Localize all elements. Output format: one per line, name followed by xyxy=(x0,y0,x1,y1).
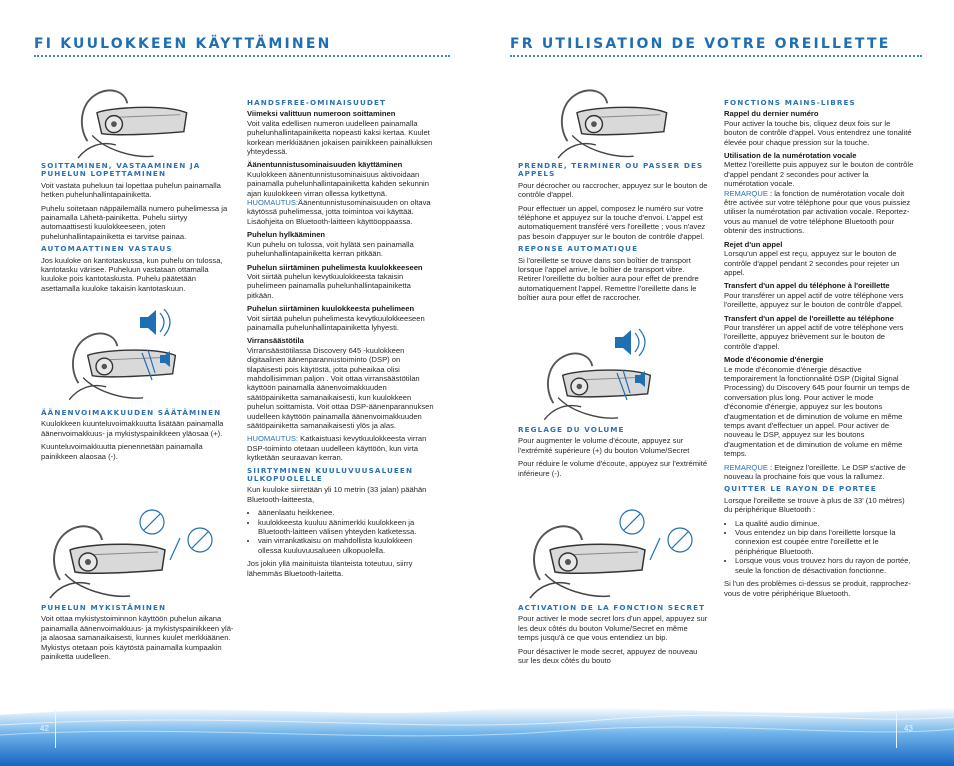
note-label: REMARQUE xyxy=(724,462,768,472)
section-heading: SIIRTYMINEN KUULUVUUSALUEEN ULKOPUOLELLE xyxy=(247,465,414,484)
subheading: Puhelun hylkääminen xyxy=(247,230,326,240)
paragraph: Pour augmenter le volume d'écoute, appuyez sur l'extrémité supérieure (+) du bouton Volume/Secret xyxy=(518,436,690,455)
headset-volume-illustration-fr xyxy=(535,325,685,425)
paragraph: Pour activer la touche bis, cliquez deux fois sur le bouton de contrôle d'appel. Vous entendrez une tonalité élevée pour chaque pression sur la touche. xyxy=(724,118,912,147)
footer-divider-right xyxy=(896,710,897,748)
headset-mute-illustration-fr xyxy=(520,500,700,600)
headset-call-illustration-fr xyxy=(540,75,680,160)
paragraph: Pour décrocher ou raccrocher, appuyez sur le bouton de contrôle d'appel. xyxy=(518,180,708,200)
paragraph: Jos kuuloke on kantotaskussa, kun puhelu on tulossa, kantotasku värisee. Puheluun vastataan ottamalla kuuloke pois kantotaskusta. Puhelu päätetään asettamalla kuuloke takaisin kantotaskuun. xyxy=(41,255,223,293)
section-heading: FONCTIONS MAINS-LIBRES xyxy=(724,98,856,107)
paragraph: Pour transférer un appel actif de votre téléphone vers l'oreillette, appuyez sur le bouton de contrôle d'appel. xyxy=(724,290,904,310)
footer-wave xyxy=(0,695,954,766)
note-text: Katkaistuasi kevytkuulokkeesta virran DSP-toiminto otetaan uudelleen käyttöön, kun virta kytketään seuraavan kerran. xyxy=(247,434,427,463)
paragraph: Pour réduire le volume d'écoute, appuyez sur l'extrémité inférieure (-). xyxy=(518,459,708,478)
paragraph: Pour transférer un appel actif de votre téléphone vers l'oreillette, appuyez brièvement sur le bouton de contrôle d'appel. xyxy=(724,322,904,351)
paragraph: Pour désactiver le mode secret, appuyez de nouveau sur les deux côtés du bouto xyxy=(518,646,698,666)
subheading: Utilisation de la numérotation vocale xyxy=(724,151,857,161)
page-number-left: 42 xyxy=(40,724,49,733)
paragraph: Jos jokin yllä mainituista tilanteista toteutuu, siirry lähemmäs Bluetooth-laitetta. xyxy=(247,559,413,578)
subheading: Mode d'économie d'énergie xyxy=(724,355,824,365)
headset-mute-illustration xyxy=(40,500,220,600)
paragraph: Le mode d'économie d'énergie désactive temporairement la fonctionnalité DSP (Digital Signal Processing) du Discovery 645 pour fournir un temps de conversation plus long. Pour activer le mode d'économie d'énergie, appuyez sur les boutons d'augmentation et de diminution de volume en même temps avant d'effectuer un appel. Pour activer de nouveau le DSP, appuyez sur les boutons d'augmentation et de diminution de volume en même temps. xyxy=(724,364,910,459)
fr-column-1-secret xyxy=(518,604,708,669)
paragraph: Voit siirtää puhelun kevytkuulokkeesta takaisin puhelimeen painamalla puhelunhallintapainiketta pitkään. xyxy=(247,271,411,300)
subheading: Virransäästötila xyxy=(247,336,304,346)
subheading: Äänentunnistusominaisuuden käyttäminen xyxy=(247,160,403,170)
note-label: REMARQUE xyxy=(724,188,768,198)
paragraph: Lorsque l'oreillette se trouve à plus de 33' (10 mètres) du périphérique Bluetooth : xyxy=(724,495,905,515)
paragraph: Mykistys otetaan pois käytöstä painamalla kumpaakin painiketta uudelleen. xyxy=(41,642,222,662)
paragraph: Kun kuuloke siirretään yli 10 metrin (33 jalan) päähän Bluetooth-laitteesta, xyxy=(247,485,427,504)
paragraph: Kun puhelu on tulossa, voit hylätä sen painamalla puhelunhallintapainiketta kerran pitkään. xyxy=(247,239,414,259)
paragraph: Puhelu soitetaan näppäilemällä numero puhelimessa ja painamalla Lähetä-painiketta. Puhelu siirtyy automaattisesti kuulokkeeseen, joten puhelunhallintapainiketta ei tarvitse painaa. xyxy=(41,203,228,241)
subheading: Viimeksi valittuun numeroon soittaminen xyxy=(247,109,396,119)
page-number-right: 43 xyxy=(904,724,913,733)
subheading: Puhelun siirtäminen puhelimesta kuulokkeeseen xyxy=(247,262,423,272)
section-heading: PRENDRE, TERMINER OU PASSER DES APPELS xyxy=(518,161,704,179)
fr-column-1-volume xyxy=(518,426,708,482)
section-heading: REPONSE AUTOMATIQUE xyxy=(518,244,639,254)
speaker-loud-icon xyxy=(140,310,156,335)
paragraph: Virransäästötilassa Discovery 645 -kuulokkeen digitaalinen äänenparannustoiminto (DSP) on tilapäisesti pois käytöstä, jotta puheaikaa olisi mahdollisimman paljon . Voit ottaa virransäästötilan käyttöön painamalla äänenvoimakkuuden säätöpainiketta samanaikaisesti, kun kuulokkeen puhelun soittamista. Voit ottaa DSP-äänenparannuksen uudelleen käyttöön painamalla äänenvoimakkuuden säätöpainiketta samanaikaisesti ylös ja alas. xyxy=(247,345,434,430)
list-item: • Lorsque vous vous trouvez hors du rayon de portée, seule la fonction de désactivation fonctionne. xyxy=(735,556,914,575)
subheading: Puhelun siirtäminen kuulokkeesta puhelimeen xyxy=(247,304,415,314)
paragraph: Pour effectuer un appel, composez le numéro sur votre téléphone et appuyez sur la touche d'envoi. L'appel est automatiquement transféré vers l'oreillette ; vous n'avez pas besoin d'appuyer sur le bouton de contrôle d'appel. xyxy=(518,203,706,241)
subheading: Rejet d'un appel xyxy=(724,239,783,249)
fr-column-2 xyxy=(724,99,914,602)
fi-column-1-volume xyxy=(41,409,236,465)
list-item: • vain virrankatkaisu on mahdollista kuulokkeen ollessa kuuluvuusalueen ulkopuolella. xyxy=(258,536,437,555)
list-item: • Vous entendez un bip dans l'oreillette lorsque la connexion est coupée entre l'oreillette et le périphérique Bluetooth. xyxy=(735,528,914,556)
page-title-fr: FR UTILISATION DE VOTRE OREILLETTE xyxy=(510,36,891,52)
paragraph: Mettez l'oreillette puis appuyez sur le bouton de contrôle d'appel pendant 2 secondes pour activer la numérotation vocale. xyxy=(724,160,914,189)
section-heading: AUTOMAATTINEN VASTAUS xyxy=(41,244,173,254)
fr-column-1 xyxy=(518,162,708,307)
bullet-list xyxy=(724,519,914,575)
page-title-fi: FI KUULOKKEEN KÄYTTÄMINEN xyxy=(34,36,332,52)
subheading: Rappel du dernier numéro xyxy=(724,109,819,119)
note-label: HUOMAUTUS: xyxy=(247,434,299,444)
paragraph: Kuulokkeen kuunteluvoimakkuutta lisätään painamalla äänenvoimakkuus- ja mykistyspainikkeen yläosaa (+). xyxy=(41,419,224,438)
subheading: Transfert d'un appel du téléphone à l'oreillette xyxy=(724,281,890,291)
paragraph: Lorsqu'un appel est reçu, appuyez sur le bouton de contrôle d'appel pendant 2 secondes pour rejeter un appel. xyxy=(724,249,900,277)
paragraph: Voit siirtää puhelun puhelimesta kevytkuulokkeeseen painamalla puhelunhallintapainiketta lyhyesti. xyxy=(247,313,425,332)
section-heading: QUITTER LE RAYON DE PORTEE xyxy=(724,484,877,494)
section-heading: PUHELUN MYKISTÄMINEN xyxy=(41,603,167,612)
list-item: • kuulokkeesta kuuluu äänimerkki kuulokkeen ja Bluetooth-laitteen välisen yhteyden katketessa. xyxy=(258,518,437,537)
bullet-list xyxy=(247,508,437,555)
paragraph: Voit vastata puheluun tai lopettaa puhelun painamalla hetken puhelunhallintapainiketta. xyxy=(41,180,221,200)
title-divider-left xyxy=(34,55,450,57)
speaker-loud-icon xyxy=(615,330,631,355)
note-label: HUOMAUTUS: xyxy=(247,198,299,208)
paragraph: Voit ottaa mykistystoiminnon käyttöön puhelun aikana painamalla äänenvoimakkuus- ja mykistyspainikkeen ylä- ja alaosaa samanaikaisesti, kunnes kuulet merkkiäänen. xyxy=(41,614,234,643)
paragraph: Kuunteluvoimakkuutta pienennetään painamalla painikkeen alaosaa (-). xyxy=(41,442,203,461)
paragraph: Si l'un des problèmes ci-dessus se produit, rapprochez-vous de votre périphérique Bluetooth. xyxy=(724,579,911,598)
fi-column-1 xyxy=(41,162,236,297)
paragraph: Si l'oreillette se trouve dans son boîtier de transport lorsque l'appel arrive, le boîtier de transport vibre. Retirer l'oreillette du boîtier aura pour effet de prendre automatiquement l'appel. Remettre l'oreillette dans le boîtier aura pour effet de raccrocher. xyxy=(518,255,699,303)
list-item: • La qualité audio diminue. xyxy=(735,519,914,528)
paragraph: Voit valita edellisen numeron uudelleen painamalla puhelunhallintapainiketta nopeasti kaksi kertaa. Kuulet korkean merkkiäänen jokaisen painikkeen painalluksen yhteydessä. xyxy=(247,118,433,157)
footer-divider-left xyxy=(55,710,56,748)
fi-column-2 xyxy=(247,99,437,582)
note-text: Äänentunnistusominaisuuden on oltava käytössä puhelimessa, jotta toimintoa voi käyttää. Lisäohjeita on Bluetooth-laitteen käyttöoppaassa. xyxy=(247,198,431,226)
list-item: • äänenlaatu heikkenee. xyxy=(258,508,437,517)
section-heading: REGLAGE DU VOLUME xyxy=(518,425,625,434)
section-heading: ACTIVATION DE LA FONCTION SECRET xyxy=(518,603,706,612)
headset-call-illustration xyxy=(60,75,200,160)
paragraph: Pour activer le mode secret lors d'un appel, appuyez sur les deux côtés du bouton Volume/Secret en même temps jusqu'à ce que vous entendiez un bip. xyxy=(518,614,708,643)
note-text: : Eteignez l'oreillette. Le DSP s'active de nouveau la prochaine fois que vous la rallumez. xyxy=(724,462,906,482)
section-heading: SOITTAMINEN, VASTAAMINEN JA PUHELUN LOPETTAMINEN xyxy=(41,161,201,179)
title-divider-right xyxy=(510,55,922,57)
note-text: : la fonction de numérotation vocale doit être activée sur votre téléphone pour que vous puissiez utiliser la numérotation par activation vocale. Reportez-vous au manuel de votre téléphone Bluetooth pour obtenir des instructions. xyxy=(724,188,911,236)
paragraph: Kuulokkeen äänentunnistusominaisuus aktivoidaan painamalla puhelunhallintapainiketta kahden sekunnin ajan kuulokkeen virran ollessa kytkettynä. xyxy=(247,169,429,198)
fi-column-1-mute xyxy=(41,604,236,665)
subheading: Transfert d'un appel de l'oreillette au téléphone xyxy=(724,313,894,323)
headset-volume-illustration xyxy=(60,305,210,405)
section-heading: ÄÄNENVOIMAKKUUDEN SÄÄTÄMINEN xyxy=(41,408,222,417)
section-heading: HANDSFREE-OMINAISUUDET xyxy=(247,98,386,107)
